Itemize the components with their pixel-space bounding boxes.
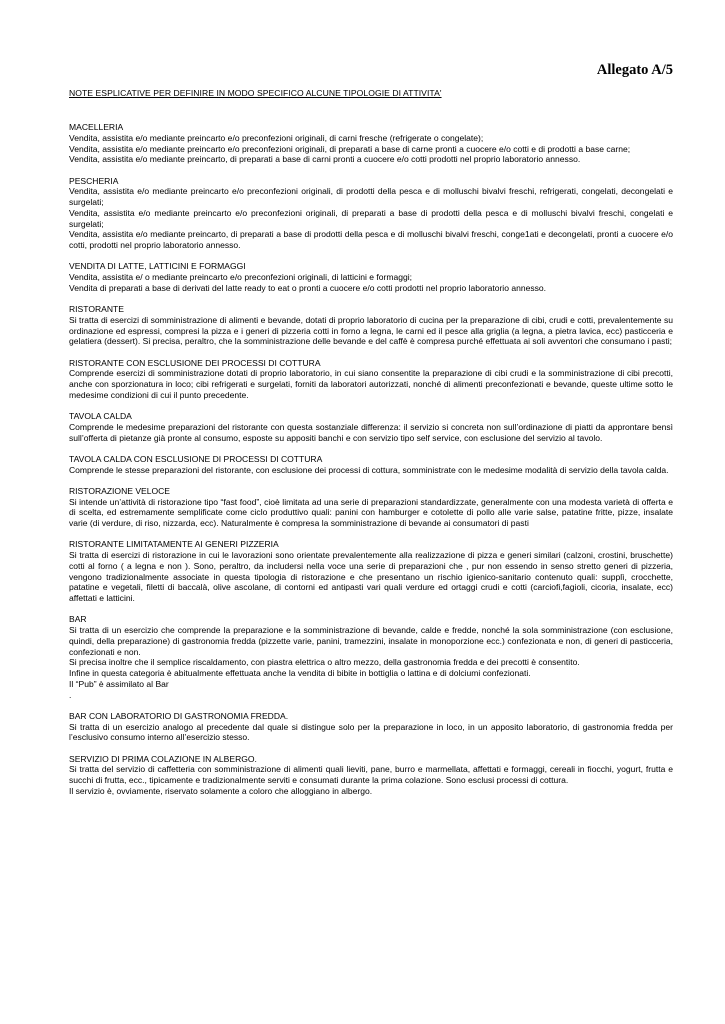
- section-heading: BAR: [69, 614, 87, 625]
- section: [69, 454, 673, 476]
- section-heading: VENDITA DI LATTE, LATTICINI E FORMAGGI: [69, 261, 246, 272]
- section-paragraph: Vendita, assistita e/o mediante preincarto, di preparati a base di carni pronti a cuocere e/o cotti prodotti nel proprio laboratorio annesso.: [69, 154, 581, 165]
- section-paragraph: Infine in questa categoria è abitualmente effettuata anche la vendita di bibite in bottiglia o lattina e di dolciumi confezionati.: [69, 668, 531, 678]
- section-paragraph: Si tratta del servizio di caffetteria con somministrazione di alimenti quali lieviti, pane, burro e marmellata, affettati e formaggi, cereali in fiocchi, yogurt, frutta e succhi di frutta, ecc., tipicamente e tradizionalmente serviti e consumati durante la prima colazione. Sono esclusi processi di cottura.: [69, 764, 673, 785]
- section-paragraph: Vendita, assistita e/o mediante preincarto e/o preconfezioni originali, di prodotti della pesca e di molluschi bivalvi freschi, refrigerati, congelati, decongelati e surgelati;: [69, 186, 673, 207]
- section-heading: TAVOLA CALDA: [69, 411, 132, 421]
- section-paragraph: Si tratta di un esercizio analogo al precedente dal quale si distingue solo per la preparazione in loco, in un apposito laboratorio, di gastronomia fredda per l’esclusivo consumo interno all’esercizio stesso.: [69, 721, 673, 743]
- section-paragraph: Si tratta di esercizi di ristorazione in cui le lavorazioni sono orientate prevalentemente alla realizzazione di pizza e generi similari (calzoni, crostini, bruschette) cotti al forno ( a legna e non ). Sono, peraltro, da includersi nella voce una serie di preparazioni che , pur non essendo in senso stretto generi di pizzeria, vengono tradizionalmente associate in questa tipologia di ristorazione e che presentano un rischio igienico-sanitario contenuto quali: supplì, crocchette, patatine e vegetali, filetti di baccalà, olive ascolane, di contorni ed antipasti vari quali verdure ed ortaggi crudi e cotti (carciofi,fagioli, cicoria, insalate, ecc) affettati e latticini.: [69, 550, 673, 603]
- section-paragraph: Vendita, assistita e/o mediante preincarto e/o preconfezioni originali, di preparati a base di prodotti della pesca e di molluschi bivalvi freschi, congelati e surgelati;: [69, 207, 673, 229]
- section-heading: SERVIZIO DI PRIMA COLAZIONE IN ALBERGO.: [69, 753, 257, 764]
- section: [69, 304, 673, 347]
- section-paragraph: Si intende un’attività di ristorazione tipo “fast food”, cioè limitata ad una serie di preparazioni standardizzate, generalmente con una modesta varietà di offerta e di scelta, ed estremamente semplificate come ciclo produttivo quali: panini con hamburger e cotolette di pollo alle varie salse, patatine fritte, pizze, insalate varie (di verdure, di riso, nizzarda, ecc). Naturalmente è compresa la somministrazione di bevande ai consumatori di pasti: [69, 496, 673, 528]
- section-heading: MACELLERIA: [69, 122, 124, 132]
- section-heading: RISTORANTE: [69, 304, 124, 314]
- section-paragraph: .: [69, 689, 72, 700]
- section-paragraph: Vendita, assistita e/o mediante preincarto e/o preconfezioni originali, di preparati a base di carne pronti a cuocere e/o cotti e di prodotti a base carne;: [69, 143, 631, 154]
- section-heading: RISTORAZIONE VELOCE: [69, 485, 171, 496]
- section: [69, 122, 673, 165]
- section: [69, 539, 673, 604]
- section-paragraph: Si precisa inoltre che il semplice riscaldamento, con piastra elettrica o altro mezzo, della gastronomia fredda e dei precotti è consentito.: [69, 657, 580, 668]
- section-paragraph: Il servizio è, ovviamente, riservato solamente a coloro che alloggiano in albergo.: [69, 785, 373, 796]
- section-paragraph: Il “Pub” è assimilato al Bar: [69, 678, 169, 689]
- section-paragraph: Si tratta di un esercizio che comprende la preparazione e la somministrazione di bevande, calde e fredde, nonché la sola somministrazione (con esclusione, quindi, della preparazione) di gastronomia fredda (pizzette varie, panini, tramezzini, insalate in monoporzione ecc.) confezionata e non, di generi di pasticceria, confezionati e non.: [69, 625, 673, 657]
- section: [69, 754, 673, 797]
- section: [69, 411, 673, 443]
- section: [69, 614, 673, 700]
- section-heading: RISTORANTE CON ESCLUSIONE DEI PROCESSI DI COTTURA: [69, 357, 321, 368]
- section-paragraph: Vendita, assistita e/o mediante preincarto e/o preconfezioni originali, di carni fresche (refrigerate o congelate);: [69, 132, 484, 143]
- section-paragraph: Si tratta di esercizi di somministrazione di alimenti e bevande, dotati di proprio laboratorio di cucina per la preparazione di cibi, crudi e cotti, prevalentemente su ordinazione ed espressi, compresi la pizza e i generi di pizzeria cotti in forno a legna, le carni ed il pesce alla griglia (a legna, a pietra lavica, ecc) pasticceria e gelatiera (dessert). Si precisa, peraltro, che la somministrazione delle bevande e del caffè è compresa purché effettuata ai soli avventori che consumano i pasti;: [69, 314, 673, 347]
- section: [69, 486, 673, 529]
- annex-label: Allegato A/5: [596, 62, 673, 78]
- section-heading: TAVOLA CALDA CON ESCLUSIONE DI PROCESSI DI COTTURA: [69, 453, 323, 464]
- section: [69, 176, 673, 251]
- document-body: [69, 122, 673, 807]
- section-paragraph: Comprende esercizi di somministrazione dotati di proprio laboratorio, in cui siano consentite la preparazione di cibi crudi e la somministrazione di cibi precotti, anche con sporzionatura in loco; cibi refrigerati e surgelati, forniti da laboratori autorizzati, nonché di alimenti preconfezionati e bevande, queste ultime sotto le medesime condizioni di cui il punto precedente.: [69, 368, 673, 400]
- section: [69, 261, 673, 293]
- section-heading: BAR CON LABORATORIO DI GASTRONOMIA FREDDA.: [69, 710, 289, 721]
- section: [69, 711, 673, 743]
- section-heading: RISTORANTE LIMITATAMENTE AI GENERI PIZZERIA: [69, 539, 279, 550]
- section-paragraph: Vendita di preparati a base di derivati del latte ready to eat o pronti a cuocere e/o cotti prodotti nel proprio laboratorio annesso.: [69, 282, 547, 293]
- section-heading: PESCHERIA: [69, 175, 119, 186]
- section-paragraph: Comprende le medesime preparazioni del ristorante con questa sostanziale differenza: il servizio si concreta non sull’ordinazione di piatti da approntare bensì sull’offerta di pietanze già pronte al consumo, esposte su appositi banchi e con servizio tipo self service, con esclusione del servizio al tavolo.: [69, 421, 673, 443]
- section-paragraph: Vendita, assistita e/o mediante preincarto, di preparati a base di prodotti della pesca e di molluschi bivalvi freschi, conge1ati e decongelati, pronti a cuocere e/o cotti, prodotti nel proprio laboratorio annesso.: [69, 229, 673, 250]
- section-paragraph: Comprende le stesse preparazioni del ristorante, con esclusione dei processi di cottura, somministrate con le medesime modalità di servizio della tavola calda.: [69, 464, 669, 475]
- document-title: NOTE ESPLICATIVE PER DEFINIRE IN MODO SPECIFICO ALCUNE TIPOLOGIE DI ATTIVITA': [69, 88, 442, 98]
- section: [69, 358, 673, 401]
- section-paragraph: Vendita, assistita e/ o mediante preincarto e/o preconfezioni originali, di latticini e formaggi;: [69, 272, 413, 282]
